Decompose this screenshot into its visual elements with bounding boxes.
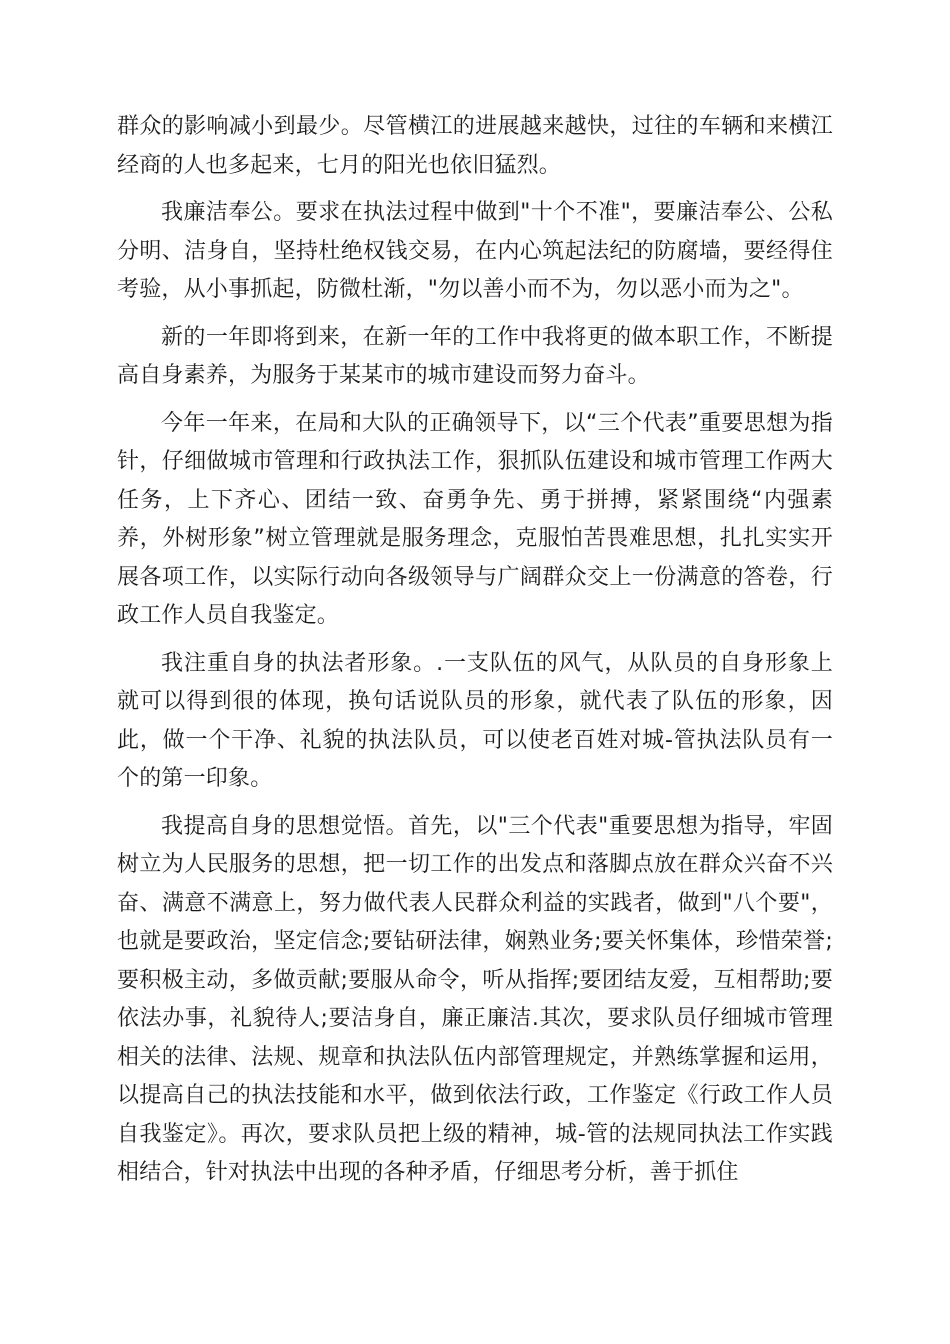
paragraph-new-year: 新的一年即将到来，在新一年的工作中我将更的做本职工作，不断提高自身素养，为服务于某某市的城市建设而努力奋斗。 [117, 324, 833, 388]
paragraph-continuation: 群众的影响减小到最少。尽管横江的进展越来越快，过往的车辆和来横江经商的人也多起来，七月的阳光也依旧猛烈。 [117, 114, 833, 178]
paragraph-annual-review: 今年一年来，在局和大队的正确领导下，以“三个代表”重要思想为指针，仔细做城市管理和行政执法工作，狠抓队伍建设和城市管理工作两大任务，上下齐心、团结一致、奋勇争先、勇于拼搏，紧紧围绕“内强素养，外树形象”树立管理就是服务理念，克服怕苦畏难思想，扎扎实实开展各项工作，以实际行动向各级领导与广阔群众交上一份满意的答卷，行政工作人员自我鉴定。 [117, 410, 833, 628]
paragraph-image: 我注重自身的执法者形象。.一支队伍的风气，从队员的自身形象上就可以得到很的体现，换句话说队员的形象，就代表了队伍的形象，因此，做一个干净、礼貌的执法队员，可以使老百姓对城-管执法队员有一个的第一印象。 [117, 650, 833, 791]
paragraph-integrity: 我廉洁奉公。要求在执法过程中做到"十个不准"，要廉洁奉公、公私分明、洁身自，坚持杜绝权钱交易，在内心筑起法纪的防腐墙，要经得住考验，从小事抓起，防微杜渐，"勿以善小而不为，勿以恶小而为之"。 [117, 200, 833, 302]
document-body [117, 108, 833, 1202]
paragraph-awareness: 我提高自身的思想觉悟。首先，以"三个代表"重要思想为指导，牢固树立为人民服务的思想，把一切工作的出发点和落脚点放在群众兴奋不兴奋、满意不满意上，努力做代表人民群众利益的实践者，做到"八个要"，也就是要政治，坚定信念;要钻研法律，娴熟业务;要关怀集体，珍惜荣誉;要积极主动，多做贡献;要服从命令，听从指挥;要团结友爱，互相帮助;要依法办事，礼貌待人;要洁身自，廉正廉洁.其次，要求队员仔细城市管理相关的法律、法规、规章和执法队伍内部管理规定，并熟练掌握和运用，以提高自己的执法技能和水平，做到依法行政，工作鉴定《行政工作人员自我鉴定》。再次，要求队员把上级的精神，城-管的法规同执法工作实践相结合，针对执法中出现的各种矛盾，仔细思考分析，善于抓住 [117, 813, 833, 1185]
